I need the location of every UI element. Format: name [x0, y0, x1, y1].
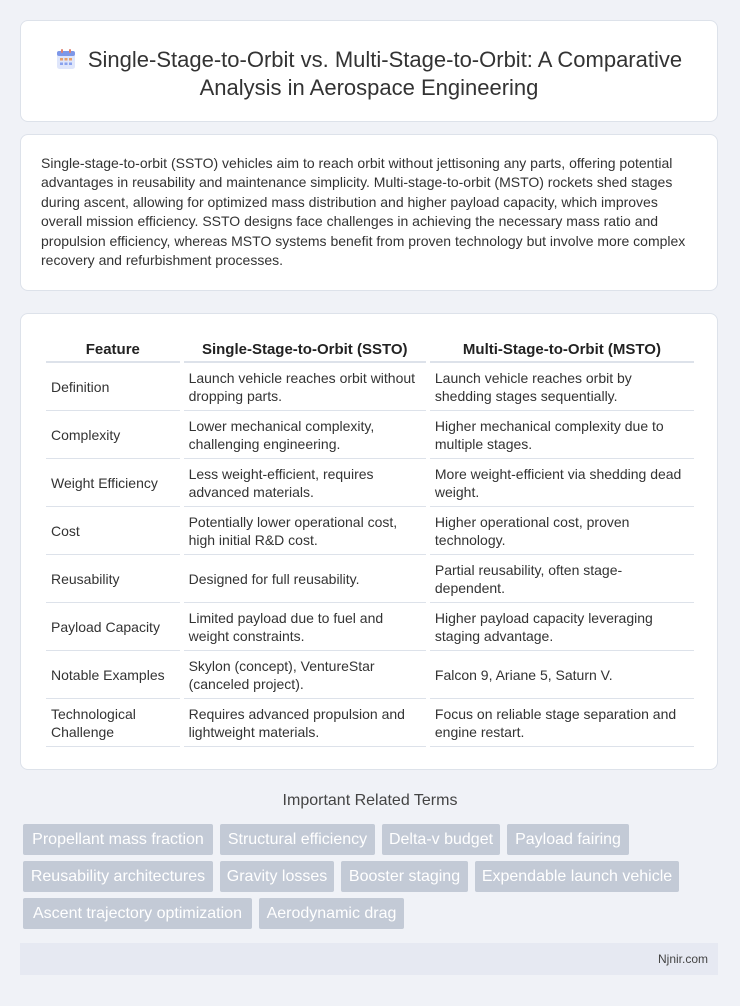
term-tag[interactable]: Booster staging [341, 861, 468, 892]
table-row [46, 507, 694, 555]
footer-site-link[interactable]: Njnir.com [657, 952, 708, 966]
feature-cell: Payload Capacity [46, 603, 180, 651]
feature-cell: Definition [46, 363, 180, 411]
msto-cell: Higher payload capacity leveraging staging advantage. [430, 603, 694, 651]
page-title-text: Single-Stage-to-Orbit vs. Multi-Stage-to-Orbit: A Comparative Analysis in Aerospace Engineering [87, 47, 683, 100]
ssto-cell: Limited payload due to fuel and weight constraints. [184, 603, 426, 651]
ssto-cell: Requires advanced propulsion and lightweight materials. [184, 699, 426, 747]
msto-cell: More weight-efficient via shedding dead weight. [430, 459, 694, 507]
table-row [46, 603, 694, 651]
calendar-icon [56, 49, 76, 70]
term-tag[interactable]: Expendable launch vehicle [475, 861, 679, 892]
feature-cell: Technological Challenge [46, 699, 180, 747]
intro-card [20, 134, 718, 291]
msto-cell: Falcon 9, Ariane 5, Saturn V. [430, 651, 694, 699]
column-header: Feature [46, 334, 180, 363]
term-tag[interactable]: Ascent trajectory optimization [23, 898, 252, 929]
term-tag[interactable]: Structural efficiency [220, 824, 375, 855]
table-row [46, 555, 694, 603]
ssto-cell: Skylon (concept), VentureStar (canceled project). [184, 651, 426, 699]
term-tag[interactable]: Payload fairing [507, 824, 629, 855]
comparison-table [42, 334, 698, 747]
msto-cell: Focus on reliable stage separation and engine restart. [430, 699, 694, 747]
table-row [46, 411, 694, 459]
term-tag[interactable]: Delta-v budget [382, 824, 500, 855]
feature-cell: Cost [46, 507, 180, 555]
ssto-cell: Less weight-efficient, requires advanced materials. [184, 459, 426, 507]
feature-cell: Notable Examples [46, 651, 180, 699]
comparison-table-card [20, 313, 718, 770]
feature-cell: Complexity [46, 411, 180, 459]
ssto-cell: Potentially lower operational cost, high initial R&D cost. [184, 507, 426, 555]
ssto-cell: Launch vehicle reaches orbit without dropping parts. [184, 363, 426, 411]
msto-cell: Launch vehicle reaches orbit by shedding stages sequentially. [430, 363, 694, 411]
related-terms-heading: Important Related Terms [282, 792, 458, 809]
msto-cell: Higher mechanical complexity due to multiple stages. [430, 411, 694, 459]
msto-cell: Partial reusability, often stage-dependent. [430, 555, 694, 603]
table-row [46, 651, 694, 699]
page-title [21, 21, 717, 102]
feature-cell: Reusability [46, 555, 180, 603]
table-header-row [46, 334, 694, 363]
msto-cell: Higher operational cost, proven technology. [430, 507, 694, 555]
table-row [46, 363, 694, 411]
table-row [46, 699, 694, 747]
ssto-cell: Lower mechanical complexity, challenging engineering. [184, 411, 426, 459]
term-tag[interactable]: Aerodynamic drag [259, 898, 404, 929]
intro-paragraph: Single-stage-to-orbit (SSTO) vehicles aim to reach orbit without jettisoning any parts, offering potential advantages in reusability and maintenance simplicity. Multi-stage-to-orbit (MSTO) rockets shed stages during ascent, allowing for optimized mass distribution and higher payload capacity, which improves overall mission efficiency. SSTO designs face challenges in achieving the necessary mass ratio and propulsion efficiency, whereas MSTO systems benefit from proven technology but involve more complex recovery and refurbishment processes. [41, 155, 686, 269]
ssto-cell: Designed for full reusability. [184, 555, 426, 603]
column-header: Single-Stage-to-Orbit (SSTO) [184, 334, 426, 363]
footer [20, 943, 718, 975]
term-tag[interactable]: Gravity losses [220, 861, 334, 892]
table-row [46, 459, 694, 507]
title-card [20, 20, 718, 122]
term-tag[interactable]: Propellant mass fraction [23, 824, 213, 855]
column-header: Multi-Stage-to-Orbit (MSTO) [430, 334, 694, 363]
feature-cell: Weight Efficiency [46, 459, 180, 507]
term-tag[interactable]: Reusability architectures [23, 861, 213, 892]
